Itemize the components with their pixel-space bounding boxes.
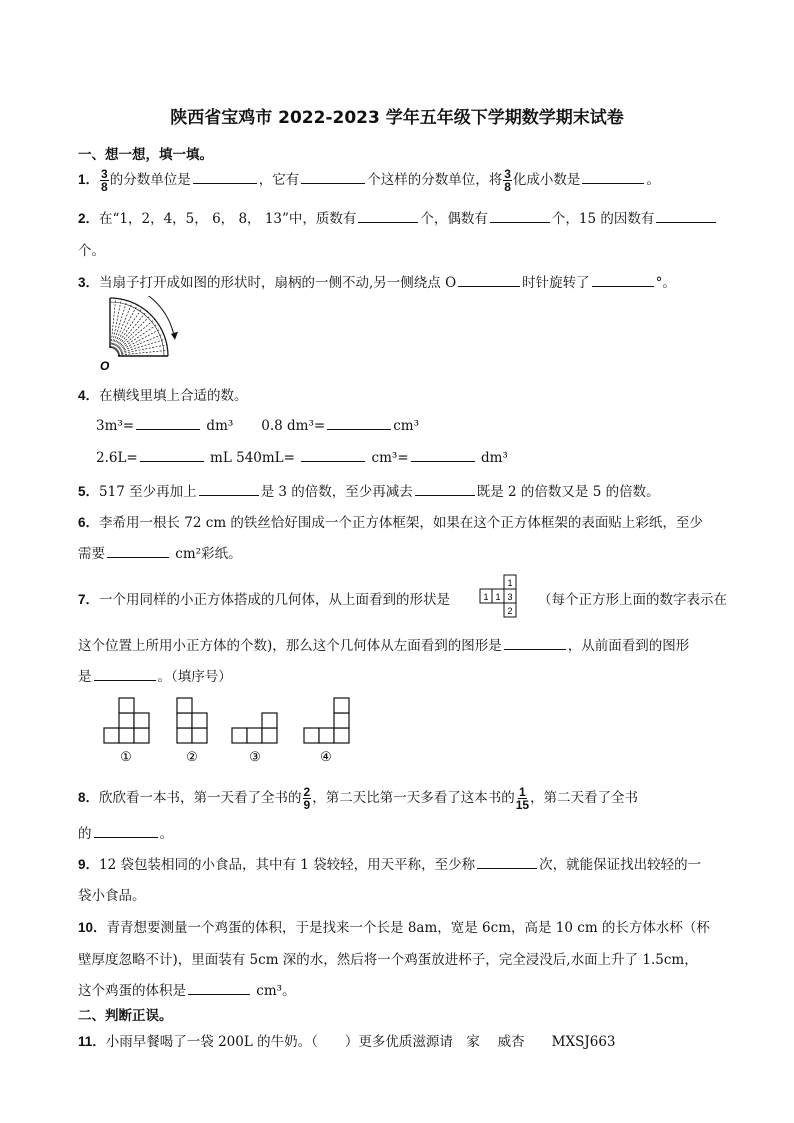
answer-blank[interactable] xyxy=(107,544,169,558)
question-4: 4．在横线里填上合适的数。 xyxy=(78,388,248,404)
section-2-heading: 二、判断正误。 xyxy=(78,1008,173,1024)
answer-blank[interactable] xyxy=(327,416,391,430)
answer-blank[interactable] xyxy=(477,855,537,869)
question-7-note: （每个正方形上面的数字表示在 xyxy=(538,592,727,608)
grid-digit: 1 xyxy=(483,592,489,602)
fraction: $\frac{3}{8}$ xyxy=(101,167,108,194)
question-7: 7．一个用同样的小正方体搭成的几何体，从上面看到的形状是 xyxy=(78,592,451,608)
answer-blank[interactable] xyxy=(656,209,716,223)
answer-blank[interactable] xyxy=(94,667,156,681)
grid-digit: 1 xyxy=(507,578,513,588)
answer-blank[interactable] xyxy=(458,273,520,287)
answer-blank[interactable] xyxy=(592,273,654,287)
answer-blank[interactable] xyxy=(504,636,566,650)
answer-blank[interactable] xyxy=(490,209,550,223)
answer-blank[interactable] xyxy=(188,981,250,995)
option-label: ② xyxy=(186,749,198,764)
view-options-figure xyxy=(98,694,368,766)
question-4-line-1: 3m³= dm³ 0.8 dm³= cm³ xyxy=(96,418,419,434)
answer-blank[interactable] xyxy=(193,170,257,184)
answer-blank[interactable] xyxy=(199,482,259,496)
question-5: 5．517 至少再加上 是 3 的倍数，至少再减去 既是 2 的倍数又是 5 的倍数。 xyxy=(78,484,660,500)
question-8: 8．欣欣看一本书，第一天看了全书的 $\frac{2}{9}$ ，第二天比第一天多看了这本书的 $\frac{1}{15}$ ，第二天看了全书 xyxy=(78,785,639,812)
question-10-line-2: 壁厚度忽略不计)，里面装有 5cm 深的水，然后将一个鸡蛋放进杯子，完全浸没后,水面上升了 1.5cm， xyxy=(78,952,698,968)
option-label: ① xyxy=(120,749,132,764)
grid-digit: 1 xyxy=(495,592,501,602)
question-1: 1． $\frac{3}{8}$ 的分数单位是 ，它有 个这样的分数单位，将 $\frac{3}{8}$ 化成小数是 。 xyxy=(78,167,660,194)
answer-blank[interactable] xyxy=(358,209,418,223)
question-6-cont: 需要 cm²彩纸。 xyxy=(78,546,242,562)
fraction: $\frac{3}{8}$ xyxy=(504,167,511,194)
grid-digit: 2 xyxy=(507,606,513,616)
question-7-line-2: 这个位置上所用小正方体的个数)，那么这个几何体从左面看到的图形是 ，从前面看到的图形 xyxy=(78,638,690,654)
answer-blank[interactable] xyxy=(411,448,475,462)
question-11: 11．小雨早餐喝了一袋 200L 的牛奶。（ ）更多优质滋源请 家 威杏 MXSJ663 xyxy=(78,1034,616,1050)
answer-blank[interactable] xyxy=(136,416,200,430)
answer-blank[interactable] xyxy=(301,170,365,184)
answer-blank[interactable] xyxy=(301,448,365,462)
question-2-cont: 个。 xyxy=(78,243,105,259)
question-2: 2．在“1，2，4，5， 6， 8， 13”中，质数有 个，偶数有 个，15 的因数有 xyxy=(78,207,718,227)
top-view-grid xyxy=(478,573,522,621)
fan-figure xyxy=(96,296,186,374)
fraction: $\frac{1}{15}$ xyxy=(515,785,530,812)
page-title: 陕西省宝鸡市 2022-2023 学年五年级下学期数学期末试卷 xyxy=(170,108,624,128)
question-10-line-3: 这个鸡蛋的体积是 cm³。 xyxy=(78,983,296,999)
answer-blank[interactable] xyxy=(140,448,204,462)
question-4-line-2: 2.6L= mL 540mL= cm³= dm³ xyxy=(96,450,508,466)
question-7-line-3: 是 。（填序号） xyxy=(78,669,232,685)
answer-blank[interactable] xyxy=(415,482,475,496)
question-8-cont: 的 。 xyxy=(78,826,173,842)
option-label: ④ xyxy=(320,749,332,764)
answer-blank[interactable] xyxy=(94,824,158,838)
option-label: ③ xyxy=(249,749,261,764)
grid-digit: 3 xyxy=(507,592,513,602)
fraction: $\frac{2}{9}$ xyxy=(303,785,311,812)
section-1-heading: 一、想一想，填一填。 xyxy=(78,147,213,163)
point-o-label: O xyxy=(100,359,110,373)
question-10: 10．青青想要测量一个鸡蛋的体积，于是找来一个长是 8am，宽是 6cm，高是 10 cm 的长方体水杯（杯 xyxy=(78,920,710,936)
question-9: 9．12 袋包装相同的小食品，其中有 1 袋较轻，用天平称，至少称 次，就能保证找出较轻的一 xyxy=(78,857,702,873)
question-9-cont: 袋小食品。 xyxy=(78,888,146,904)
question-3: 3．当扇子打开成如图的形状时，扇柄的一侧不动,另一侧绕点 O 时针旋转了 °。 xyxy=(78,275,676,291)
answer-blank[interactable] xyxy=(582,170,644,184)
question-6: 6．李希用一根长 72 cm 的铁丝恰好围成一个正方体框架，如果在这个正方体框架的表面贴上彩纸，至少 xyxy=(78,515,703,531)
